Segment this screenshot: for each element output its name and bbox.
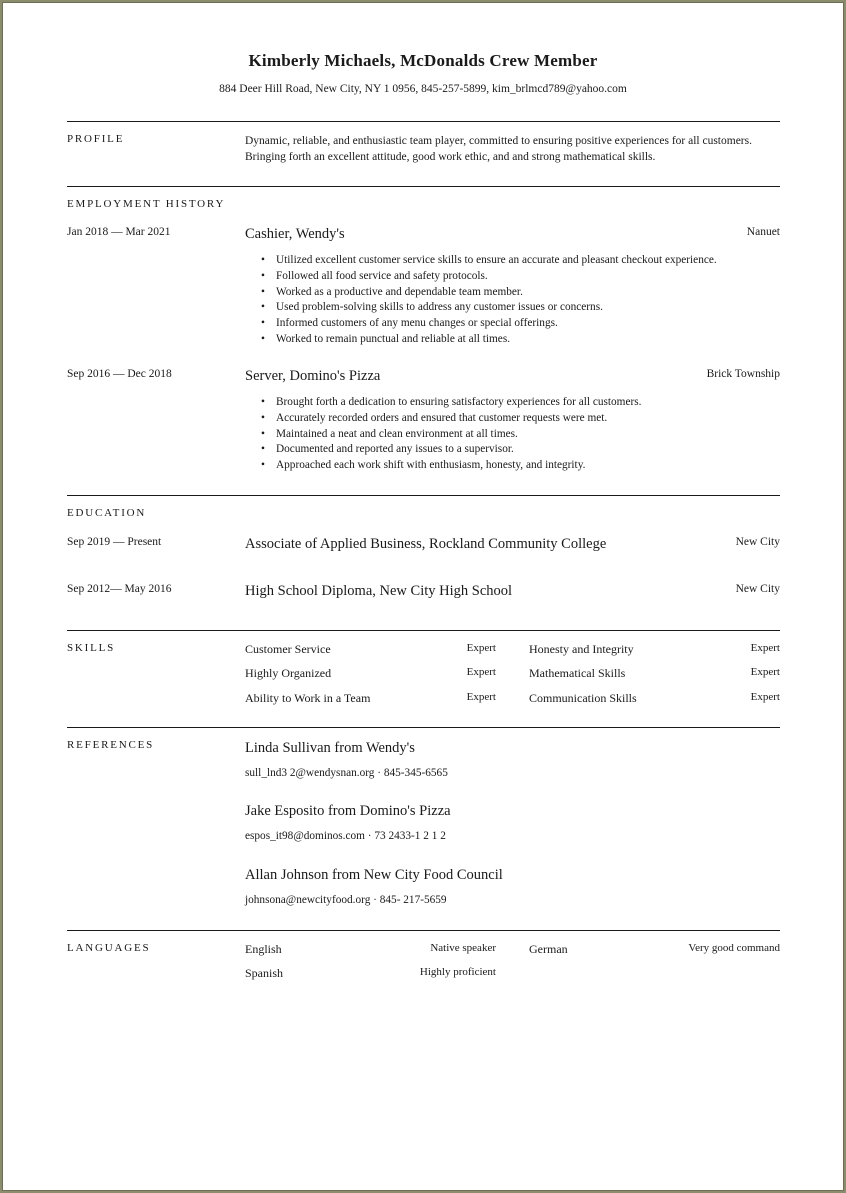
- job-duty: • Utilized excellent customer service skills to ensure an accurate and pleasant checkout experience.: [276, 253, 717, 269]
- resume-header: [3, 51, 843, 95]
- skill-name: Highly Organized: [245, 666, 332, 680]
- section-title-employment: EMPLOYMENT HISTORY: [67, 198, 226, 210]
- profile-line: Bringing forth an excellent attitude, good work ethic, and and strong mathematical skills.: [245, 151, 656, 163]
- skill-level: Expert: [466, 666, 496, 678]
- language-level: Very good command: [688, 942, 780, 954]
- profile-section: [67, 121, 780, 188]
- reference-name: Jake Esposito from Domino's Pizza: [245, 803, 451, 819]
- language-level: Highly proficient: [419, 966, 496, 978]
- languages-section: [67, 930, 780, 1001]
- section-title-references: REFERENCES: [67, 739, 155, 751]
- candidate-contact: 884 Deer Hill Road, New City, NY 1 0956, 845-257-5899, kim_brlmcd789@yahoo.com: [219, 83, 627, 95]
- resume-page: [2, 2, 844, 1191]
- skill-name: Communication Skills: [529, 691, 637, 705]
- job-duty: • Brought forth a dedication to ensuring satisfactory experiences for all customers.: [276, 395, 641, 411]
- job-city: Brick Township: [706, 368, 780, 380]
- job-duty: • Informed customers of any menu changes or special offerings.: [276, 316, 717, 332]
- reference-name: Allan Johnson from New City Food Council: [245, 867, 503, 883]
- job-dates: Jan 2018 — Mar 2021: [67, 226, 171, 238]
- education-dates: Sep 2019 — Present: [67, 536, 162, 548]
- job-dates: Sep 2016 — Dec 2018: [67, 368, 172, 380]
- job-duty: • Documented and reported any issues to a supervisor.: [276, 442, 641, 458]
- profile-line: Dynamic, reliable, and enthusiastic team player, committed to ensuring positive experiences for all customers.: [245, 135, 752, 147]
- skill-name: Honesty and Integrity: [529, 642, 634, 656]
- skills-section: [67, 630, 780, 729]
- reference-name: Linda Sullivan from Wendy's: [245, 740, 415, 756]
- skill-name: Customer Service: [245, 642, 331, 656]
- employment-section: [67, 186, 780, 496]
- job-duties: [245, 395, 641, 474]
- job-duty: • Accurately recorded orders and ensured that customer requests were met.: [276, 411, 641, 427]
- section-title-skills: SKILLS: [67, 642, 116, 654]
- skill-level: Expert: [750, 666, 780, 678]
- language-level: Native speaker: [430, 942, 496, 954]
- job-duty: • Followed all food service and safety protocols.: [276, 269, 717, 285]
- references-section: [67, 727, 780, 932]
- language-name: English: [245, 942, 282, 956]
- job-title: Server, Domino's Pizza: [245, 368, 381, 384]
- job-duty: • Maintained a neat and clean environment at all times.: [276, 427, 641, 443]
- job-duty: • Used problem-solving skills to address any customer issues or concerns.: [276, 300, 717, 316]
- candidate-name: Kimberly Michaels, McDonalds Crew Member: [248, 51, 598, 70]
- skill-level: Expert: [750, 642, 780, 654]
- section-title-languages: LANGUAGES: [67, 942, 151, 954]
- skill-level: Expert: [750, 691, 780, 703]
- education-section: [67, 495, 780, 632]
- section-title-education: EDUCATION: [67, 507, 147, 519]
- job-duty: • Worked to remain punctual and reliable at all times.: [276, 332, 717, 348]
- skill-name: Mathematical Skills: [529, 666, 626, 680]
- education-degree: High School Diploma, New City High School: [245, 583, 513, 599]
- skill-level: Expert: [466, 642, 496, 654]
- job-city: Nanuet: [746, 226, 780, 238]
- reference-contact: johnsona@newcityfood.org · 845- 217-5659: [245, 894, 447, 906]
- education-city: New City: [735, 536, 780, 548]
- education-city: New City: [735, 583, 780, 595]
- reference-contact: espos_it98@dominos.com · 73 2433-1 2 1 2: [245, 830, 446, 842]
- reference-contact: sull_lnd3 2@wendysnan.org · 845-345-6565: [245, 767, 448, 779]
- education-degree: Associate of Applied Business, Rockland Community College: [245, 536, 607, 552]
- job-title: Cashier, Wendy's: [245, 226, 345, 242]
- profile-summary: [245, 133, 785, 165]
- job-duty: • Approached each work shift with enthusiasm, honesty, and integrity.: [276, 458, 641, 474]
- job-duty: • Worked as a productive and dependable team member.: [276, 285, 717, 301]
- section-title-profile: PROFILE: [67, 133, 125, 145]
- language-name: Spanish: [245, 966, 284, 980]
- education-dates: Sep 2012— May 2016: [67, 583, 172, 595]
- job-duties: [245, 253, 717, 348]
- skill-level: Expert: [466, 691, 496, 703]
- language-name: German: [529, 942, 568, 956]
- skill-name: Ability to Work in a Team: [245, 691, 371, 705]
